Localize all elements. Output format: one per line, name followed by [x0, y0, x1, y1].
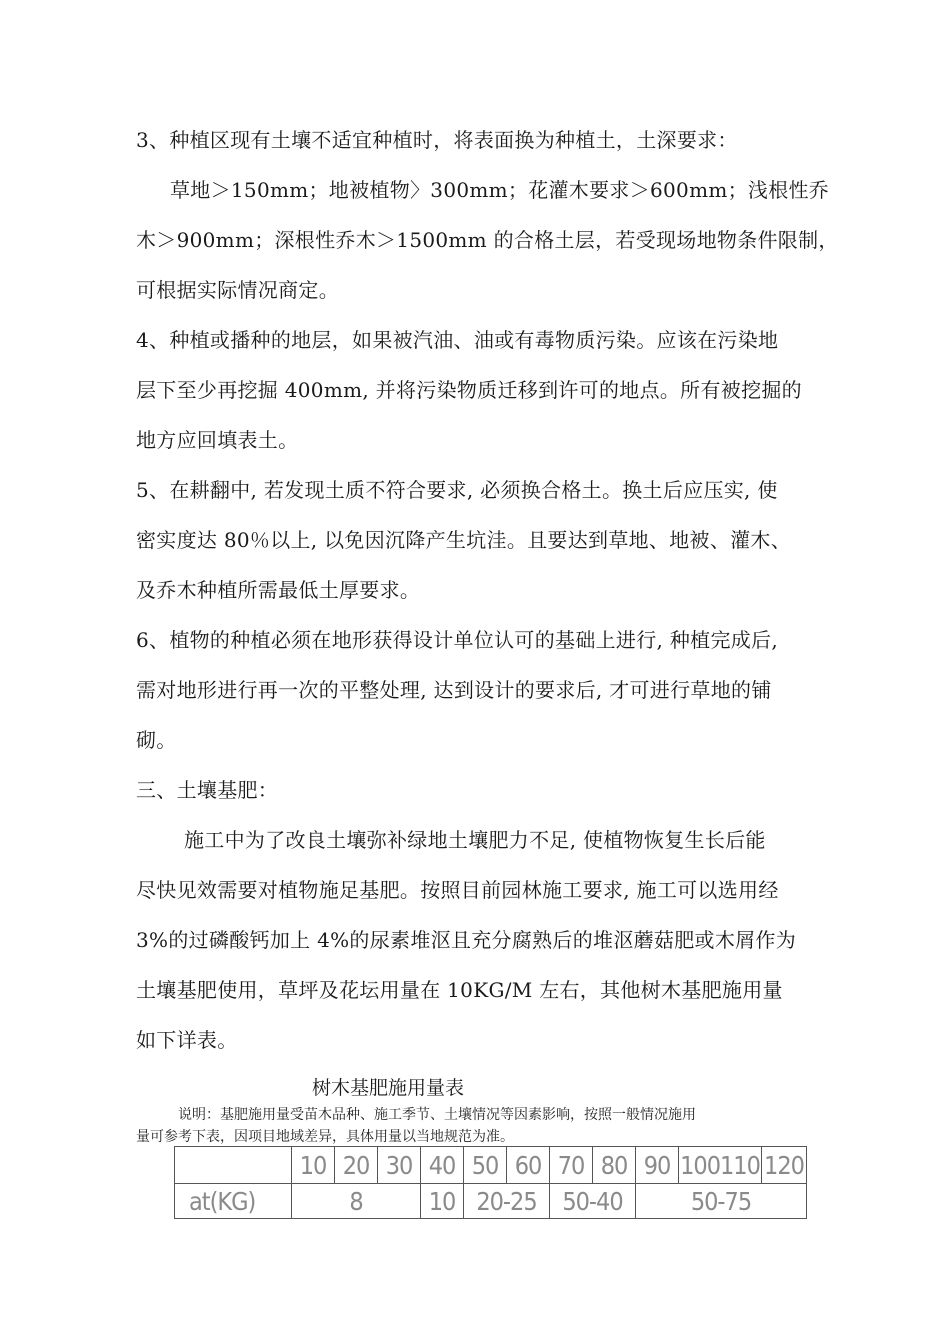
paragraph-line: 层下至少再挖掘 400mm, 并将污染物质迁移到许可的地点。所有被挖掘的: [136, 378, 802, 402]
table-title: 树木基肥施用量表: [312, 1077, 465, 1099]
table-value-cell: 10: [421, 1184, 464, 1219]
table-header-cell: 40: [421, 1147, 464, 1184]
paragraph-line: 5、在耕翻中, 若发现土质不符合要求, 必须换合格土。换土后应压实, 使: [136, 478, 778, 502]
table-value-cell: 50-75: [636, 1184, 807, 1219]
paragraph-line: 施工中为了改良土壤弥补绿地土壤肥力不足, 使植物恢复生长后能: [184, 828, 766, 852]
paragraph-line: 3%的过磷酸钙加上 4%的尿素堆沤且充分腐熟后的堆沤蘑菇肥或木屑作为: [136, 928, 797, 952]
table-value-cell: 50-40: [550, 1184, 636, 1219]
table-note: 说明：基肥施用量受苗木品种、施工季节、土壤情况等因素影响，按照一般情况施用: [178, 1107, 696, 1123]
paragraph-line: 6、植物的种植必须在地形获得设计单位认可的基础上进行, 种植完成后,: [136, 628, 778, 652]
paragraph-line: 密实度达 80％以上, 以免因沉降产生坑洼。且要达到草地、地被、灌木、: [136, 528, 792, 552]
paragraph-line: 可根据实际情况商定。: [136, 278, 339, 302]
table-header-cell: 10: [292, 1147, 335, 1184]
fertilizer-table: [174, 1146, 807, 1219]
table-header-cell: 20: [335, 1147, 378, 1184]
table-value-cell: 20-25: [464, 1184, 550, 1219]
table-header-cell: 90: [636, 1147, 679, 1184]
table-note: 量可参考下表，因项目地域差异，具体用量以当地规范为准。: [136, 1129, 514, 1145]
table-header-cell: 30: [378, 1147, 421, 1184]
paragraph-line: 3、种植区现有土壤不适宜种植时，将表面换为种植土，土深要求：: [136, 128, 738, 152]
table-row-label: at(KG): [175, 1184, 292, 1219]
paragraph-line: 土壤基肥使用，草坪及花坛用量在 10KG/M 左右，其他树木基肥施用量: [136, 978, 783, 1002]
table-header-cell: 70: [550, 1147, 593, 1184]
paragraph-line: 砌。: [136, 728, 177, 752]
table-value-cell: 8: [292, 1184, 421, 1219]
paragraph-line: 及乔木种植所需最低土厚要求。: [136, 578, 421, 602]
paragraph-line: 4、种植或播种的地层，如果被汽油、油或有毒物质污染。应该在污染地: [136, 328, 779, 352]
table-header-row: [175, 1147, 807, 1184]
table-header-cell: 60: [507, 1147, 550, 1184]
paragraph-line: 尽快见效需要对植物施足基肥。按照目前园林施工要求, 施工可以选用经: [136, 878, 779, 902]
section-heading: 三、土壤基肥：: [136, 778, 279, 802]
paragraph-line: 木＞900mm；深根性乔木＞1500mm 的合格土层，若受现场地物条件限制，: [136, 228, 839, 252]
table-header-cell: 120: [762, 1147, 807, 1184]
table-header-blank: [175, 1147, 292, 1184]
paragraph-line: 需对地形进行再一次的平整处理, 达到设计的要求后, 才可进行草地的铺: [136, 678, 772, 702]
table-header-cell: 50: [464, 1147, 507, 1184]
paragraph-line: 草地＞150mm；地被植物〉300mm；花灌木要求＞600mm；浅根性乔: [170, 178, 830, 202]
paragraph-line: 地方应回填表土。: [136, 428, 299, 452]
table-data-row: [175, 1184, 807, 1219]
table-header-cell: 100110: [679, 1147, 762, 1184]
table-header-cell: 80: [593, 1147, 636, 1184]
paragraph-line: 如下详表。: [136, 1028, 238, 1052]
